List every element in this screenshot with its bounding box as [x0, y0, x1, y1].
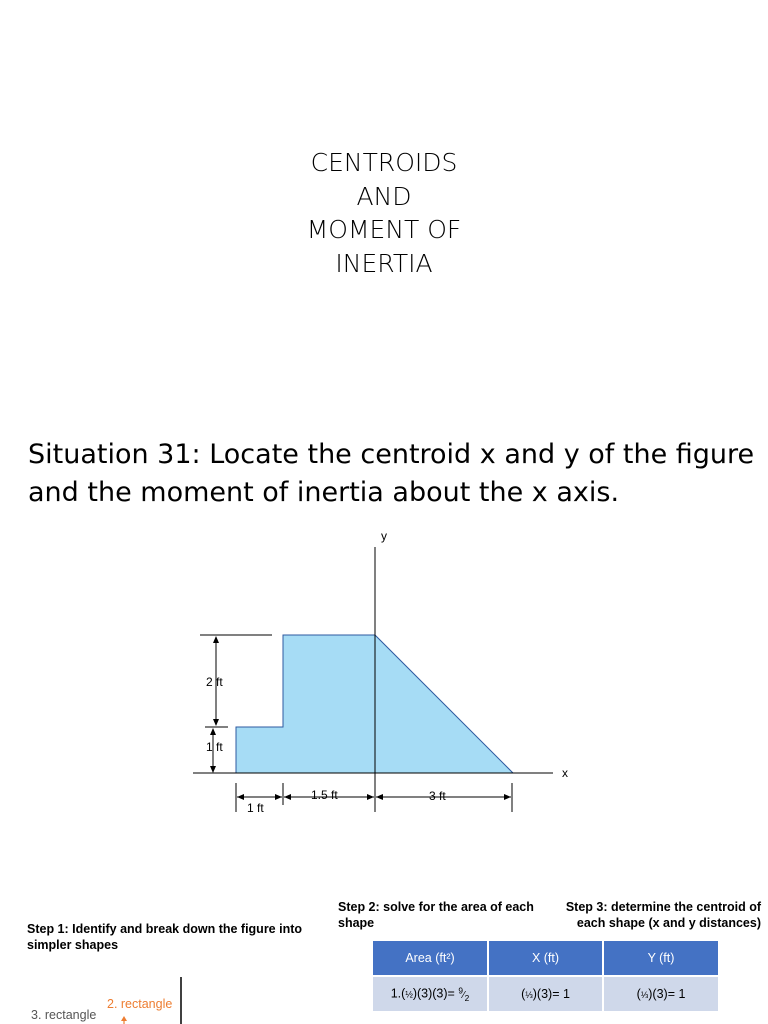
dim-label-1ft-h: 1 ft [247, 801, 264, 815]
header-area: Area (ft²) [373, 941, 487, 975]
arrow-left-1-5ft [284, 794, 291, 800]
dim-label-3ft: 3 ft [429, 789, 446, 803]
dim-label-1-5ft: 1.5 ft [311, 788, 338, 802]
arrow-right-1ft [275, 794, 282, 800]
arrow-down-2ft [213, 719, 219, 726]
cell-y-1: (⅓)(3)= 1 [604, 977, 718, 1011]
arrow-right-1-5ft [367, 794, 374, 800]
calculation-table [371, 939, 720, 1013]
table-header-row [373, 941, 718, 975]
dim-label-2ft: 2 ft [206, 675, 223, 689]
arrow-up-2ft [213, 636, 219, 643]
step-3-text: Step 3: determine the centroid of each shape (x and y distances) [565, 900, 761, 930]
shape-label-2: 2. rectangle [107, 997, 173, 1011]
title-line-4: INERTIA [335, 248, 433, 278]
problem-statement: Situation 31: Locate the centroid x and y of the figure and the moment of inertia about the x axis. [28, 439, 755, 508]
sketch-arrow-head [121, 1016, 127, 1021]
arrow-down-1ft [210, 766, 216, 773]
title-line-1: CENTROIDS [310, 148, 458, 177]
header-y: Y (ft) [604, 941, 718, 975]
cell-area-1: 1.(½)(3)(3)= $^9⁄_2$ [373, 977, 487, 1011]
arrow-left-1ft [237, 794, 244, 800]
arrow-left-3ft [376, 794, 383, 800]
cell-x-1: (⅓)(3)= 1 [489, 977, 602, 1011]
y-axis-label: y [381, 529, 387, 543]
table-row [373, 977, 718, 1011]
arrow-up-1ft [210, 728, 216, 735]
step-1-text: Step 1: Identify and break down the figure into simpler shapes [27, 922, 303, 952]
arrow-right-3ft [504, 794, 511, 800]
title-line-2: AND [356, 181, 412, 211]
x-axis-label: x [562, 766, 568, 780]
shape-label-3: 3. rectangle [31, 1008, 97, 1022]
step-2-text: Step 2: solve for the area of each shape [338, 900, 534, 930]
title-line-3: MOMENT OF [306, 215, 462, 244]
header-x: X (ft) [489, 941, 602, 975]
dim-label-1ft-v: 1 ft [206, 740, 223, 754]
